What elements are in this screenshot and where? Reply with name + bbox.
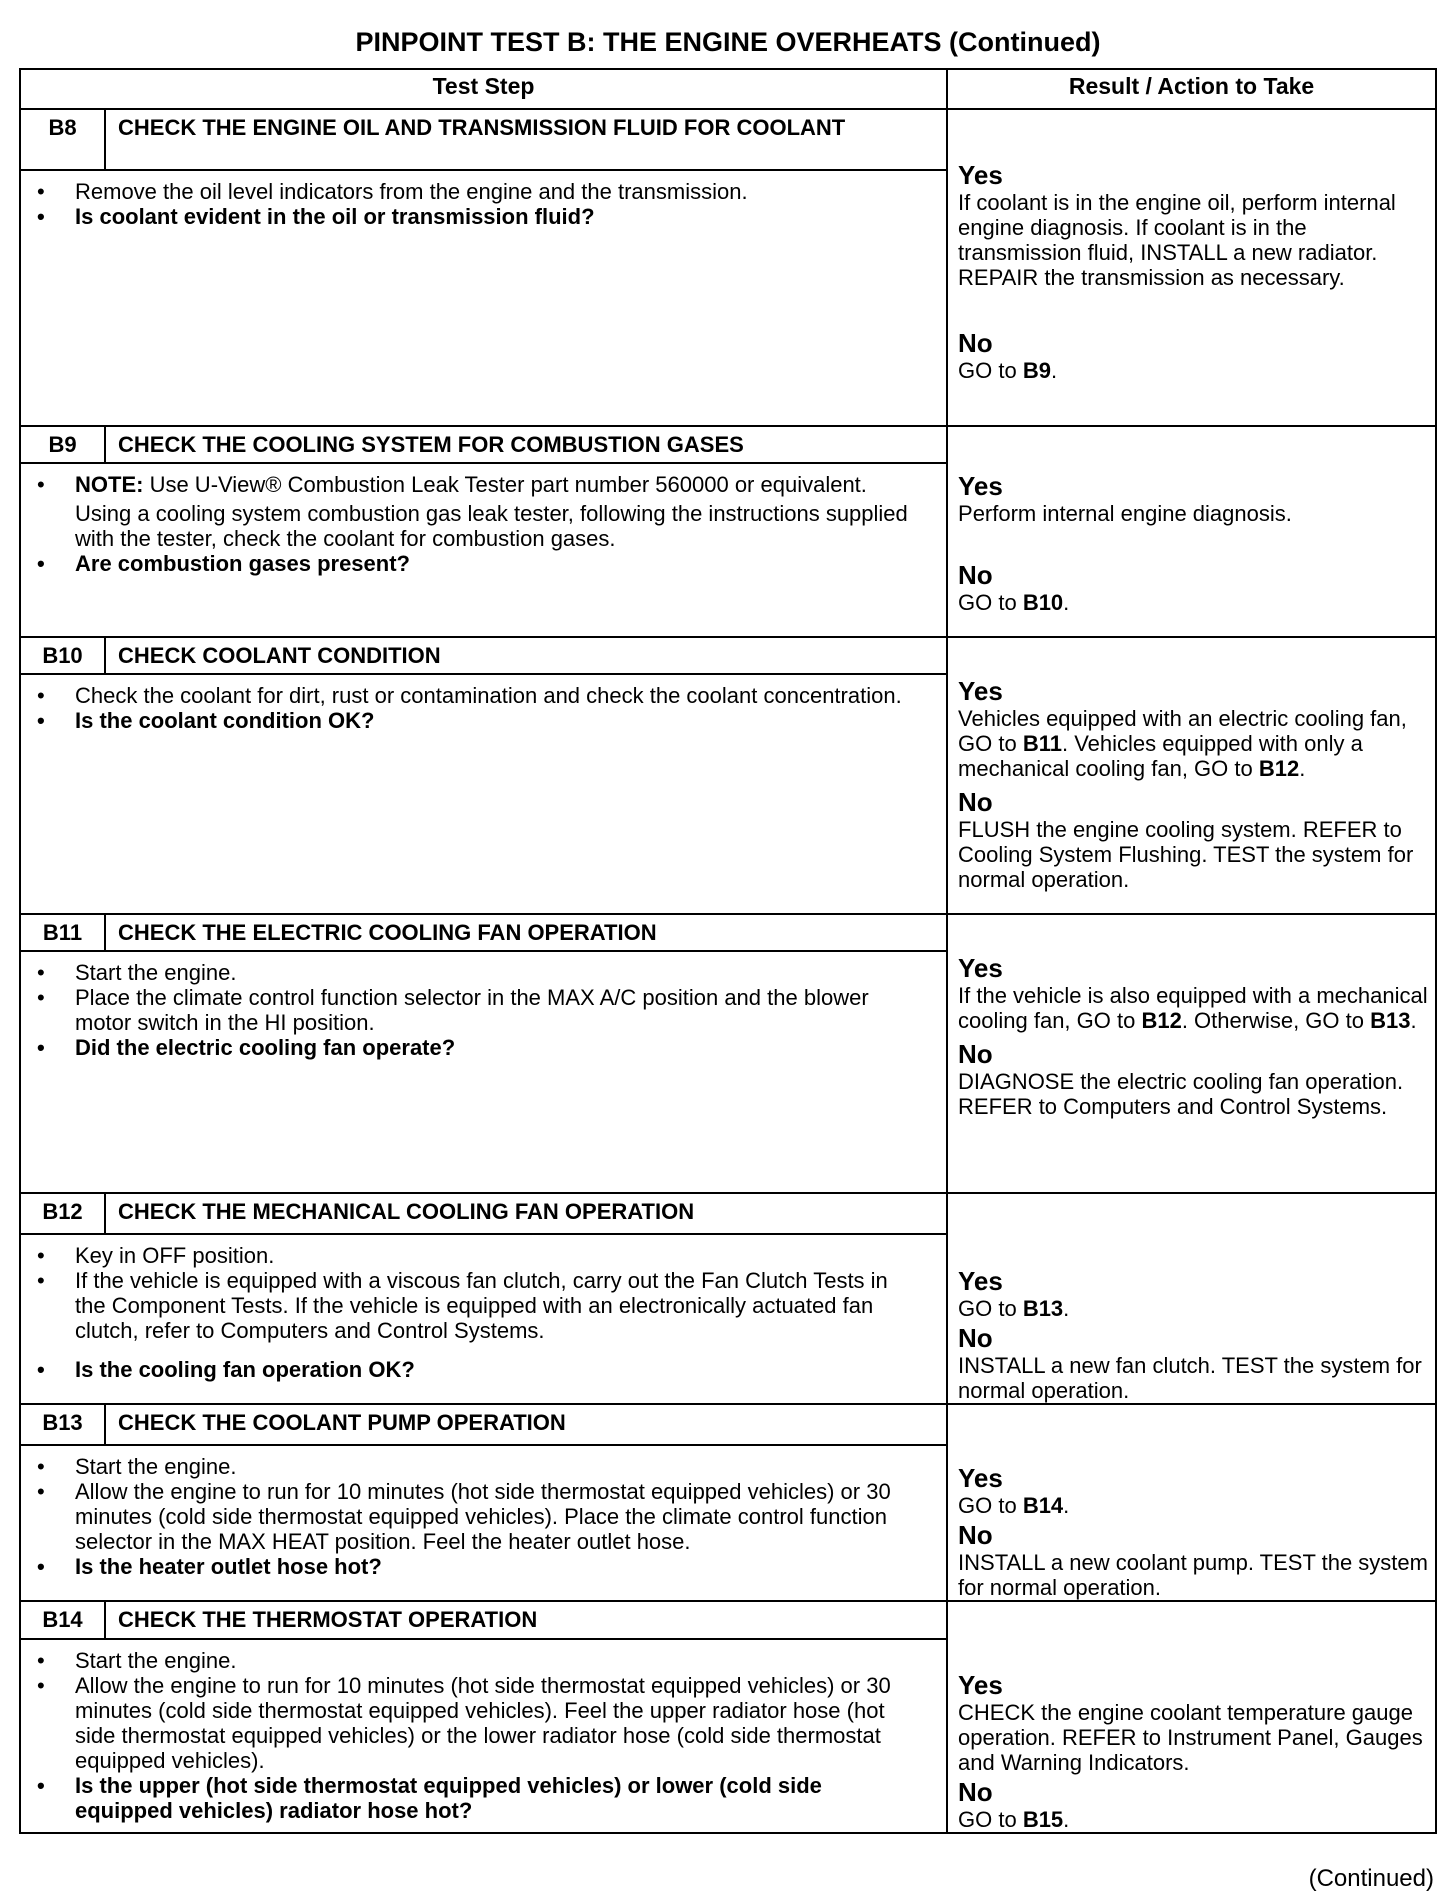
step-instruction: Using a cooling system combustion gas leak tester, following the instructions supplied with the tester, check the coolant for combustion gases. — [75, 501, 908, 551]
step-question: • Is coolant evident in the oil or transmission fluid? — [37, 204, 916, 229]
step-reference: B9 — [1022, 358, 1051, 383]
step-body — [20, 1639, 947, 1833]
result-cell — [947, 914, 1436, 1193]
no-label: No — [958, 560, 993, 590]
step-heading: CHECK THE ENGINE OIL AND TRANSMISSION FLUID FOR COOLANT — [105, 109, 947, 170]
result-cell — [947, 1193, 1436, 1404]
no-text: GO to B15. — [958, 1807, 1070, 1832]
no-label: No — [958, 1520, 993, 1550]
yes-label: Yes — [958, 160, 1003, 190]
step-body — [20, 1445, 947, 1601]
step-instruction: • Remove the oil level indicators from the engine and the transmission. — [37, 179, 916, 204]
test-step-header: Test Step — [20, 69, 947, 109]
yes-label: Yes — [958, 1670, 1003, 1700]
yes-text: If the vehicle is also equipped with a mechanical cooling fan, GO to B12. Otherwise, GO to B13. — [958, 983, 1428, 1033]
step-body — [20, 170, 947, 426]
step-instruction: • Start the engine. — [37, 1454, 916, 1479]
step-heading: CHECK COOLANT CONDITION — [105, 637, 947, 674]
result-cell — [947, 637, 1436, 914]
yes-text: If coolant is in the engine oil, perform internal engine diagnosis. If coolant is in the transmission fluid, INSTALL a new radiator. REPAIR the transmission as necessary. — [958, 190, 1396, 290]
step-id: B8 — [20, 109, 105, 170]
step-body — [20, 951, 947, 1193]
step-heading-row — [20, 1601, 1436, 1639]
step-id: B11 — [20, 914, 105, 951]
result-cell — [947, 1601, 1436, 1833]
yes-text: Perform internal engine diagnosis. — [958, 501, 1292, 526]
yes-label: Yes — [958, 676, 1003, 706]
table-header-row — [20, 69, 1436, 109]
no-text: GO to B9. — [958, 358, 1058, 383]
no-label: No — [958, 328, 993, 358]
page-title: PINPOINT TEST B: THE ENGINE OVERHEATS (Continued) — [355, 27, 1101, 57]
step-heading-row — [20, 109, 1436, 170]
step-instruction: • Allow the engine to run for 10 minutes (hot side thermostat equipped vehicles) or 30 minutes (cold side thermostat equipped vehicles). Place the climate control function selector in the MAX HEAT position. Feel the heater outlet hose. — [37, 1479, 916, 1554]
step-body — [20, 674, 947, 914]
result-cell — [947, 426, 1436, 637]
result-header: Result / Action to Take — [947, 69, 1436, 109]
step-id: B10 — [20, 637, 105, 674]
step-question: • Is the coolant condition OK? — [37, 708, 916, 733]
result-cell — [947, 1404, 1436, 1601]
step-heading: CHECK THE ELECTRIC COOLING FAN OPERATION — [105, 914, 947, 951]
yes-text: GO to B13. — [958, 1296, 1070, 1321]
no-text: INSTALL a new coolant pump. TEST the system for normal operation. — [958, 1550, 1428, 1600]
step-instruction: • Check the coolant for dirt, rust or contamination and check the coolant concentration. — [37, 683, 916, 708]
step-body — [20, 463, 947, 637]
yes-label: Yes — [958, 1266, 1003, 1296]
step-instruction: • Start the engine. — [37, 960, 916, 985]
step-heading: CHECK THE COOLANT PUMP OPERATION — [105, 1404, 947, 1445]
step-id: B12 — [20, 1193, 105, 1234]
continued-footer: (Continued) — [1308, 1865, 1434, 1892]
step-note: • NOTE: Use U-View® Combustion Leak Tester part number 560000 or equivalent. — [37, 472, 916, 497]
step-heading-row — [20, 426, 1436, 463]
no-label: No — [958, 1323, 993, 1353]
yes-text: Vehicles equipped with an electric cooling fan, GO to B11. Vehicles equipped with only a mechanical cooling fan, GO to B12. — [958, 706, 1407, 781]
step-instruction: • Start the engine. — [37, 1648, 916, 1673]
step-heading-row — [20, 637, 1436, 674]
step-id: B14 — [20, 1601, 105, 1639]
step-question: • Is the upper (hot side thermostat equipped vehicles) or lower (cold side equipped vehicles) radiator hose hot? — [37, 1773, 916, 1823]
step-heading-row — [20, 1404, 1436, 1445]
step-heading-row — [20, 914, 1436, 951]
step-heading: CHECK THE COOLING SYSTEM FOR COMBUSTION GASES — [105, 426, 947, 463]
step-instruction: • If the vehicle is equipped with a viscous fan clutch, carry out the Fan Clutch Tests in the Component Tests. If the vehicle is equipped with an electronically actuated fan clutch, refer to Computers and Control Systems. — [37, 1268, 916, 1343]
pinpoint-test-table — [19, 68, 1437, 1834]
step-question: • Did the electric cooling fan operate? — [37, 1035, 916, 1060]
yes-label: Yes — [958, 953, 1003, 983]
step-instruction: • Allow the engine to run for 10 minutes (hot side thermostat equipped vehicles) or 30 minutes (cold side thermostat equipped vehicles). Feel the upper radiator hose (hot side thermostat equipped vehicles) or the lower radiator hose (cold side thermostat equipped vehicles). — [37, 1673, 916, 1773]
yes-label: Yes — [958, 471, 1003, 501]
result-cell — [947, 109, 1436, 426]
no-label: No — [958, 1039, 993, 1069]
no-text: INSTALL a new fan clutch. TEST the system for normal operation. — [958, 1353, 1422, 1403]
no-text: GO to B10. — [958, 590, 1070, 615]
step-reference: B10 — [1022, 590, 1064, 615]
yes-text: CHECK the engine coolant temperature gauge operation. REFER to Instrument Panel, Gauges and Warning Indicators. — [958, 1700, 1423, 1775]
step-heading: CHECK THE THERMOSTAT OPERATION — [105, 1601, 947, 1639]
step-id: B9 — [20, 426, 105, 463]
step-question: • Is the heater outlet hose hot? — [37, 1554, 916, 1579]
no-label: No — [958, 787, 993, 817]
step-body — [20, 1234, 947, 1404]
step-heading: CHECK THE MECHANICAL COOLING FAN OPERATION — [105, 1193, 947, 1234]
no-label: No — [958, 1777, 993, 1807]
step-instruction: • Place the climate control function selector in the MAX A/C position and the blower motor switch in the HI position. — [37, 985, 916, 1035]
step-id: B13 — [20, 1404, 105, 1445]
yes-label: Yes — [958, 1463, 1003, 1493]
no-text: DIAGNOSE the electric cooling fan operation. REFER to Computers and Control Systems. — [958, 1069, 1404, 1119]
yes-text: GO to B14. — [958, 1493, 1070, 1518]
step-heading-row — [20, 1193, 1436, 1234]
no-text: FLUSH the engine cooling system. REFER to Cooling System Flushing. TEST the system for normal operation. — [958, 817, 1414, 892]
step-question: • Is the cooling fan operation OK? — [37, 1357, 916, 1382]
step-question: • Are combustion gases present? — [37, 551, 916, 576]
step-instruction: • Key in OFF position. — [37, 1243, 916, 1268]
